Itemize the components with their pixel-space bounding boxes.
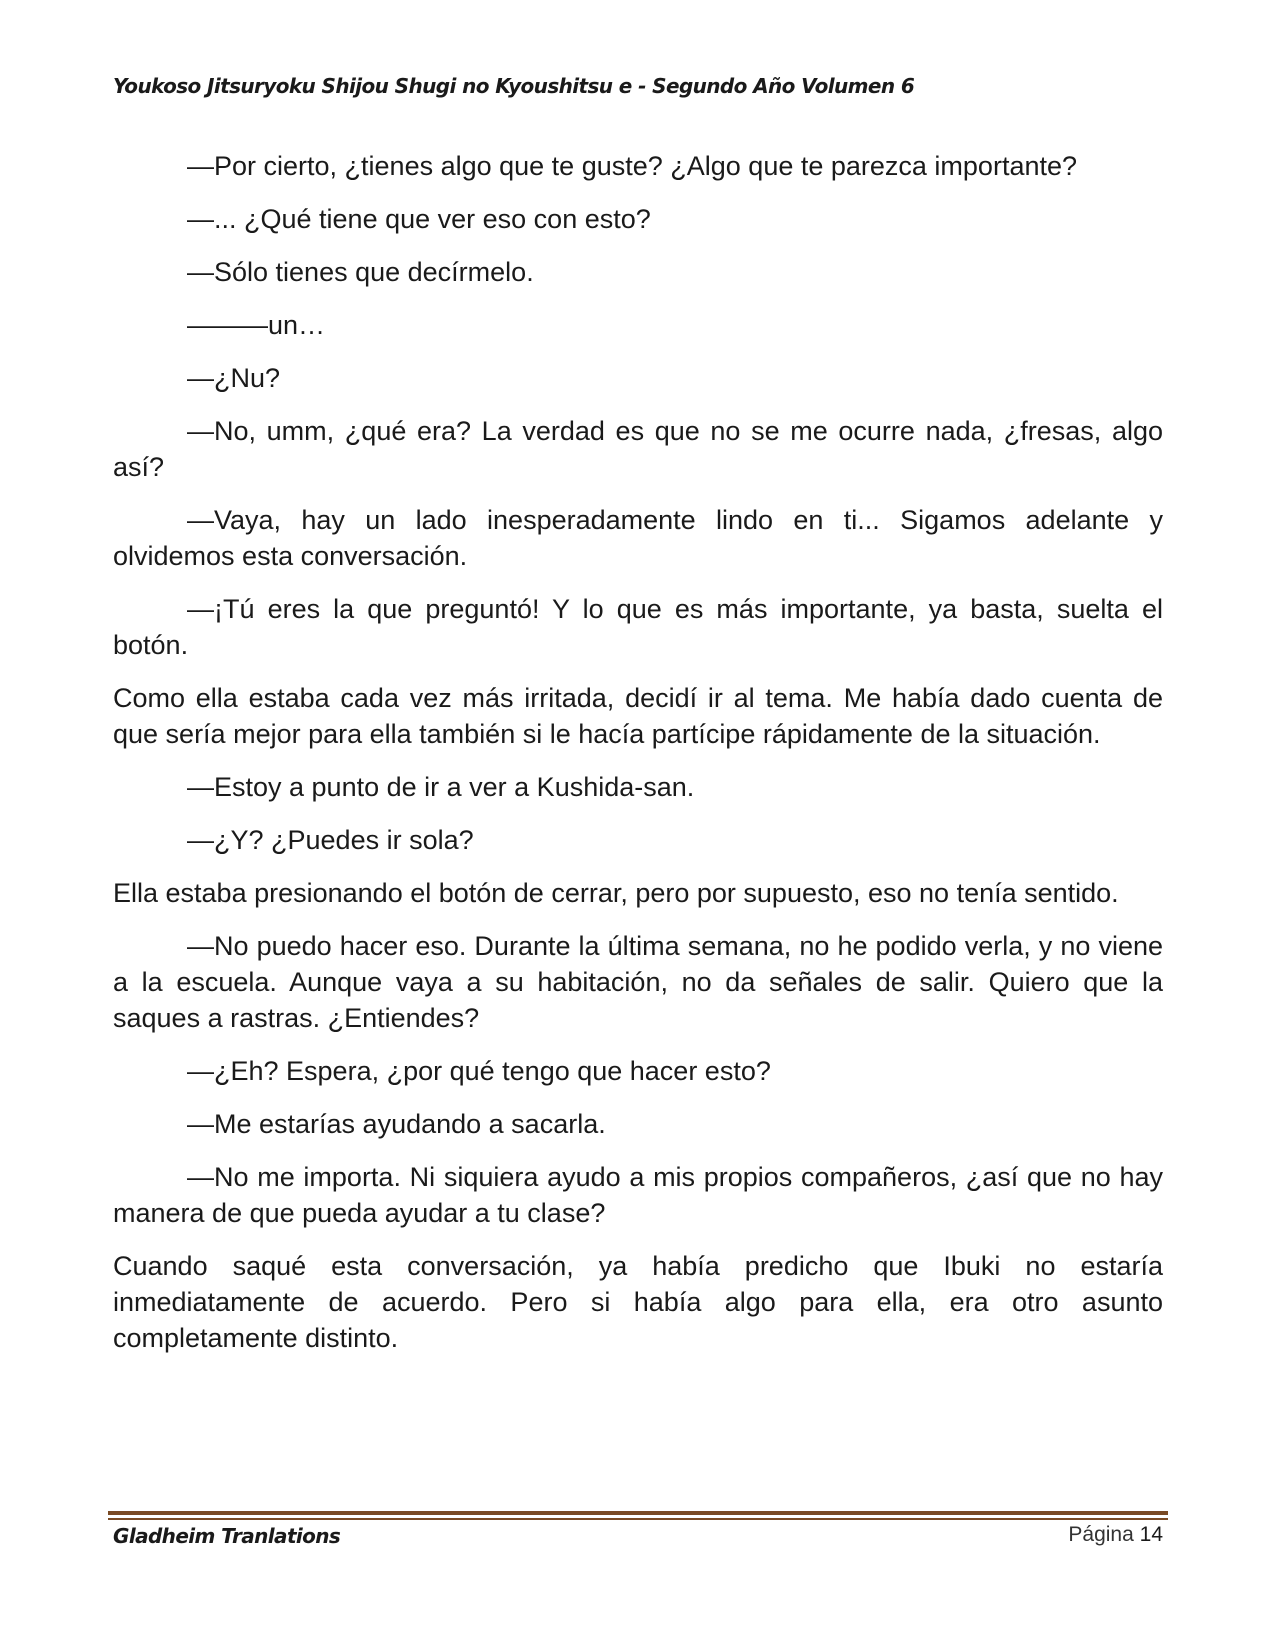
footer-divider-thick [108,1511,1168,1515]
footer-page-indicator [1068,1523,1163,1547]
page-label: Página [1068,1523,1134,1546]
paragraph-dialogue: —... ¿Qué tiene que ver eso con esto? [187,204,651,234]
paragraph-narration: Cuando saqué esta conversación, ya había predicho que Ibuki no estaría inmediatamente de acuerdo. Pero si había algo para ella, era otro asunto completamente distinto. [113,1251,1163,1353]
paragraph-dialogue: —No me importa. Ni siquiera ayudo a mis propios compañeros, ¿así que no hay manera de que pueda ayudar a tu clase? [113,1162,1163,1228]
paragraph-dialogue: —No, umm, ¿qué era? La verdad es que no se me ocurre nada, ¿fresas, algo así? [113,416,1163,482]
paragraph-dialogue: —¿Nu? [187,363,281,393]
paragraph-dialogue: —¿Eh? Espera, ¿por qué tengo que hacer esto? [187,1056,771,1086]
paragraph-dialogue: —――un… [187,310,326,340]
footer-publisher: Gladheim Tranlations [113,1524,341,1548]
paragraph-dialogue: —Por cierto, ¿tienes algo que te guste? ¿Algo que te parezca importante? [187,151,1078,181]
paragraph-narration: Como ella estaba cada vez más irritada, decidí ir al tema. Me había dado cuenta de que sería mejor para ella también si le hacía partícipe rápidamente de la situación. [113,683,1163,749]
paragraph-dialogue: —Vaya, hay un lado inesperadamente lindo en ti... Sigamos adelante y olvidemos esta conversación. [113,505,1163,571]
paragraph-dialogue: —¿Y? ¿Puedes ir sola? [187,825,474,855]
page-number: 14 [1139,1523,1163,1546]
paragraph-narration: Ella estaba presionando el botón de cerrar, pero por supuesto, eso no tenía sentido. [113,878,1119,908]
paragraph-dialogue: —¡Tú eres la que preguntó! Y lo que es más importante, ya basta, suelta el botón. [113,594,1163,660]
paragraph-dialogue: —No puedo hacer eso. Durante la última semana, no he podido verla, y no viene a la escuela. Aunque vaya a su habitación, no da señales de salir. Quiero que la saques a rastras. ¿Entiendes? [113,931,1163,1033]
paragraph-dialogue: —Estoy a punto de ir a ver a Kushida-san. [187,772,695,802]
paragraph-dialogue: —Me estarías ayudando a sacarla. [187,1109,606,1139]
page-body [113,148,1163,1373]
running-header-title: Youkoso Jitsuryoku Shijou Shugi no Kyoushitsu e - Segundo Año Volumen 6 [113,74,915,98]
paragraph-dialogue: —Sólo tienes que decírmelo. [187,257,534,287]
footer-divider-thin [108,1518,1168,1520]
